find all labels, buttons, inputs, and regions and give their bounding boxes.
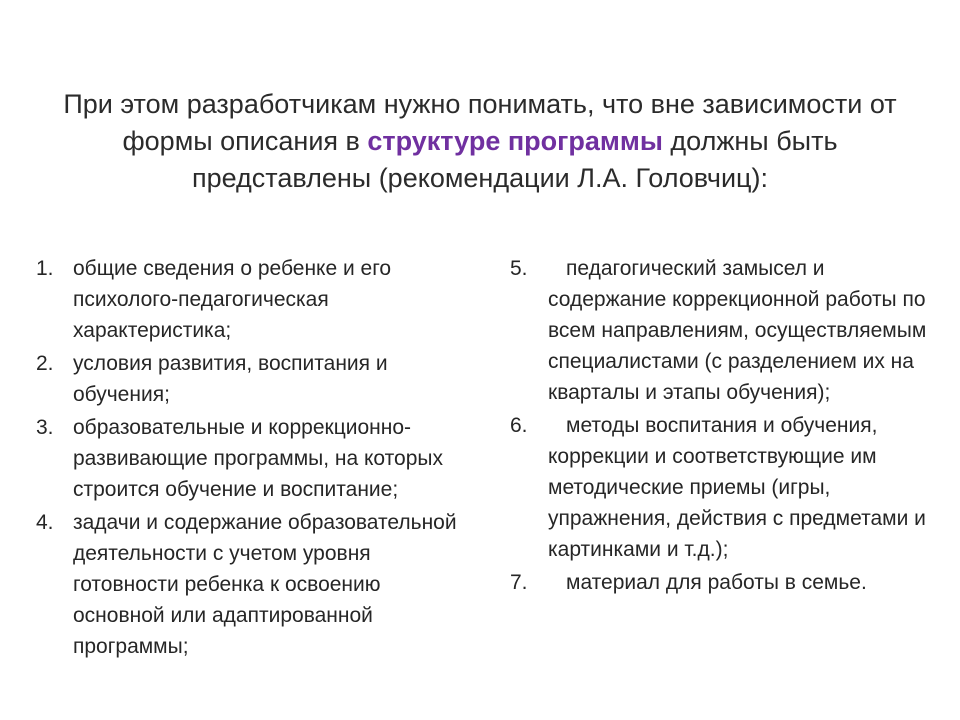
list-item [510,253,930,408]
list-item [36,253,476,346]
list-text: материал для работы в семье. [566,571,867,594]
list-text: педагогический замысел и содержание коррекционной работы по всем направлениям, осуществляемым специалистами (с разделением их на кварталы и этапы обучения); [548,257,927,404]
list-number: 7. [510,571,528,594]
list-text: образовательные и коррекционно-развивающие программы, на которых строится обучение и воспитание; [73,416,443,501]
list-item [510,410,930,565]
list-text: задачи и содержание образовательной деятельности с учетом уровня готовности ребенка к освоению основной или адаптированной программы; [73,511,457,658]
list-text: методы воспитания и обучения, коррекции и соответствующие им методические приемы (игры, упражнения, действия с предметами и картинками и т.д.); [548,414,926,561]
slide-title [40,86,920,197]
list-number: 2. [36,352,54,375]
list-number: 3. [36,416,54,439]
list-text: условия развития, воспитания и обучения; [73,352,388,406]
list-number: 6. [510,414,528,437]
list-number: 4. [36,511,54,534]
title-part2: должны быть представлены (рекомендации Л.А. Головчиц): [191,126,838,193]
list-item [36,507,476,662]
list-number: 5. [510,257,528,280]
list-number: 1. [36,257,54,280]
right-list [510,253,930,600]
list-item [510,567,930,598]
list-item [36,348,476,410]
title-part1: При этом разработчикам нужно понимать, что вне зависимости от формы описания в [63,89,897,156]
title-highlight: структуре программы [367,126,663,156]
left-list [36,253,476,664]
list-text: общие сведения о ребенке и его психолого-педагогическая характеристика; [73,257,392,342]
list-item [36,412,476,505]
